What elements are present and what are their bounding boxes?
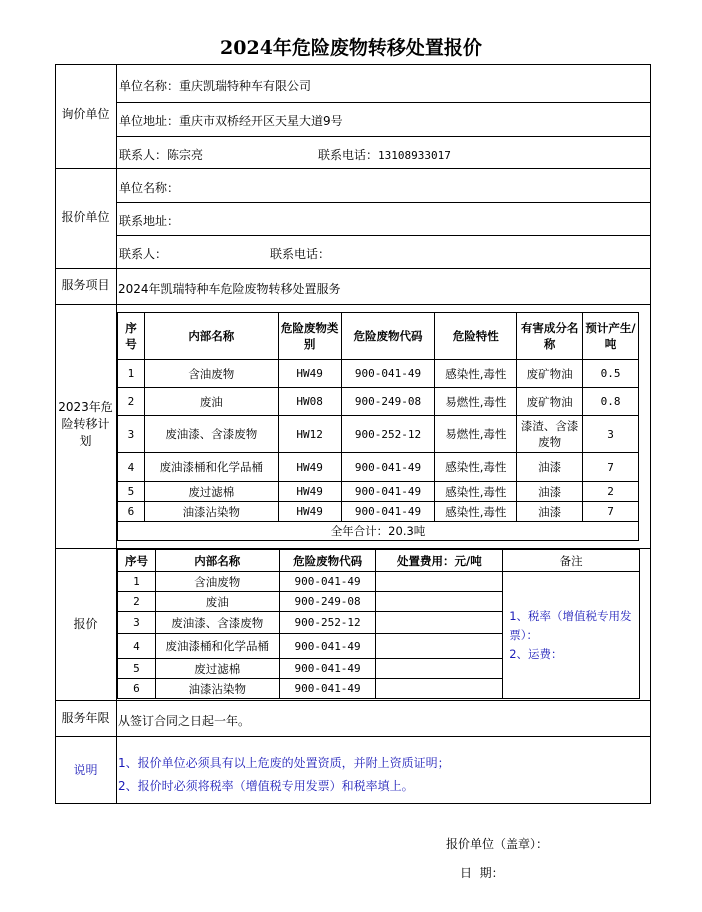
table-cell: 感染性,毒性 — [435, 453, 517, 482]
plan-table — [117, 312, 639, 541]
table-cell: 废矿物油 — [517, 360, 583, 388]
table-cell: 4 — [118, 634, 156, 659]
remark-freight: 2、运费： — [509, 646, 563, 661]
table-cell: 感染性,毒性 — [435, 482, 517, 502]
table-cell: 900-041-49 — [279, 679, 376, 699]
table-cell: 7 — [583, 453, 639, 482]
col-header: 备注 — [503, 550, 640, 572]
table-cell: 900-249-08 — [341, 388, 435, 416]
col-header: 危险废物类别 — [278, 313, 341, 360]
table-cell: 易燃性,毒性 — [435, 388, 517, 416]
page-title: 2024年危险废物转移处置报价 — [220, 37, 482, 59]
table-cell: HW49 — [278, 502, 341, 522]
table-cell: 感染性,毒性 — [435, 502, 517, 522]
col-header: 序号 — [118, 550, 156, 572]
quote-table — [117, 549, 640, 699]
explain-line-1: 1、报价单位必须具有以上危废的处置资质，并附上资质证明； — [118, 756, 450, 770]
table-cell: 900-041-49 — [341, 453, 435, 482]
table-cell: 900-041-49 — [279, 634, 376, 659]
inquiry-contact: 联系人：陈宗亮 — [119, 148, 204, 162]
table-row — [118, 453, 639, 482]
plan-label: 2023年危险转移计划 — [58, 400, 113, 448]
table-cell: 1 — [118, 360, 145, 388]
row-divider — [116, 202, 651, 203]
table-cell: HW49 — [278, 453, 341, 482]
term-value: 从签订合同之日起一年。 — [118, 714, 251, 728]
table-cell: 废油 — [144, 388, 278, 416]
section-divider — [55, 168, 651, 169]
table-cell: 3 — [118, 416, 145, 453]
remarks-cell — [503, 572, 640, 699]
table-cell: 5 — [118, 659, 156, 679]
service-value: 2024年凯瑞特种车危险废物转移处置服务 — [118, 282, 341, 296]
table-cell: 900-249-08 — [279, 592, 376, 612]
table-cell: 废油漆、含漆废物 — [155, 612, 279, 634]
table-cell: 900-041-49 — [341, 360, 435, 388]
table-cell: 油漆沾染物 — [155, 679, 279, 699]
section-divider — [55, 736, 651, 737]
service-label: 服务项目 — [61, 278, 110, 292]
quoter-address-field[interactable]: 联系地址： — [119, 214, 180, 228]
table-row — [118, 416, 639, 453]
section-divider — [55, 700, 651, 701]
price-input[interactable] — [376, 572, 503, 592]
table-cell: 3 — [583, 416, 639, 453]
table-cell: 漆渣、含漆废物 — [517, 416, 583, 453]
table-cell: 2 — [118, 592, 156, 612]
quoter-company-field[interactable]: 单位名称： — [119, 181, 180, 195]
table-cell: 含油废物 — [155, 572, 279, 592]
table-cell: 废油漆桶和化学品桶 — [144, 453, 278, 482]
price-input[interactable] — [376, 634, 503, 659]
section-divider — [55, 304, 651, 305]
quoter-label: 报价单位 — [61, 210, 110, 224]
table-cell: 油漆 — [517, 453, 583, 482]
table-row — [118, 502, 639, 522]
col-header: 危险废物代码 — [279, 550, 376, 572]
table-cell: 废油 — [155, 592, 279, 612]
table-cell: 900-041-49 — [341, 502, 435, 522]
table-cell: 废矿物油 — [517, 388, 583, 416]
col-header: 内部名称 — [155, 550, 279, 572]
table-cell: HW49 — [278, 360, 341, 388]
table-row — [118, 572, 640, 592]
inquiry-phone: 联系电话：13108933017 — [318, 148, 451, 162]
col-header: 序号 — [118, 313, 145, 360]
col-header: 处置费用：元/吨 — [376, 550, 503, 572]
row-divider — [116, 102, 651, 103]
table-cell: 油漆 — [517, 482, 583, 502]
table-cell: 易燃性,毒性 — [435, 416, 517, 453]
table-cell: HW12 — [278, 416, 341, 453]
table-row — [118, 388, 639, 416]
price-input[interactable] — [376, 679, 503, 699]
table-cell: 废过滤棉 — [155, 659, 279, 679]
table-cell: 2 — [118, 388, 145, 416]
table-cell: 废油漆桶和化学品桶 — [155, 634, 279, 659]
table-cell: 感染性,毒性 — [435, 360, 517, 388]
inquiry-label: 询价单位 — [61, 107, 110, 121]
table-cell: 油漆沾染物 — [144, 502, 278, 522]
table-cell: 废过滤棉 — [144, 482, 278, 502]
plan-header-row — [118, 313, 639, 360]
table-cell: 900-041-49 — [279, 572, 376, 592]
col-header: 内部名称 — [144, 313, 278, 360]
quoter-phone-field[interactable]: 联系电话： — [270, 247, 331, 261]
section-divider — [55, 268, 651, 269]
row-divider — [116, 235, 651, 236]
table-cell: 6 — [118, 502, 145, 522]
table-cell: 900-252-12 — [341, 416, 435, 453]
table-row — [118, 482, 639, 502]
price-input[interactable] — [376, 659, 503, 679]
inquiry-address: 单位地址：重庆市双桥经开区天星大道9号 — [119, 114, 343, 128]
table-cell: 900-041-49 — [279, 659, 376, 679]
table-cell: 废油漆、含漆废物 — [144, 416, 278, 453]
table-cell: 900-041-49 — [341, 482, 435, 502]
table-cell: 0.5 — [583, 360, 639, 388]
inquiry-company: 单位名称：重庆凯瑞特种车有限公司 — [119, 79, 312, 93]
price-input[interactable] — [376, 592, 503, 612]
explain-label: 说明 — [73, 763, 98, 777]
col-header: 危险废物代码 — [341, 313, 435, 360]
table-cell: HW49 — [278, 482, 341, 502]
quote-label: 报价 — [73, 617, 98, 631]
table-row — [118, 360, 639, 388]
col-header: 危险特性 — [435, 313, 517, 360]
table-cell: 7 — [583, 502, 639, 522]
stamp-label: 报价单位（盖章）： — [446, 837, 549, 851]
col-header: 预计产生/吨 — [583, 313, 639, 360]
term-label: 服务年限 — [61, 711, 110, 725]
table-cell: 900-252-12 — [279, 612, 376, 634]
table-cell: 1 — [118, 572, 156, 592]
quote-header-row — [118, 550, 640, 572]
table-cell: 5 — [118, 482, 145, 502]
col-header: 有害成分名称 — [517, 313, 583, 360]
price-input[interactable] — [376, 612, 503, 634]
table-cell: 6 — [118, 679, 156, 699]
table-cell: 含油废物 — [144, 360, 278, 388]
row-divider — [116, 136, 651, 137]
plan-total: 全年合计：20.3吨 — [118, 522, 639, 541]
table-cell: 0.8 — [583, 388, 639, 416]
remark-tax: 1、税率（增值税专用发票）： — [509, 608, 632, 642]
table-cell: 2 — [583, 482, 639, 502]
table-cell: 3 — [118, 612, 156, 634]
table-cell: HW08 — [278, 388, 341, 416]
table-cell: 油漆 — [517, 502, 583, 522]
plan-total-row — [118, 522, 639, 541]
date-label: 日 期： — [460, 866, 504, 880]
explain-line-2: 2、报价时必须将税率（增值税专用发票）和税率填上。 — [118, 779, 414, 793]
table-cell: 4 — [118, 453, 145, 482]
quoter-contact-field[interactable]: 联系人： — [119, 247, 168, 261]
